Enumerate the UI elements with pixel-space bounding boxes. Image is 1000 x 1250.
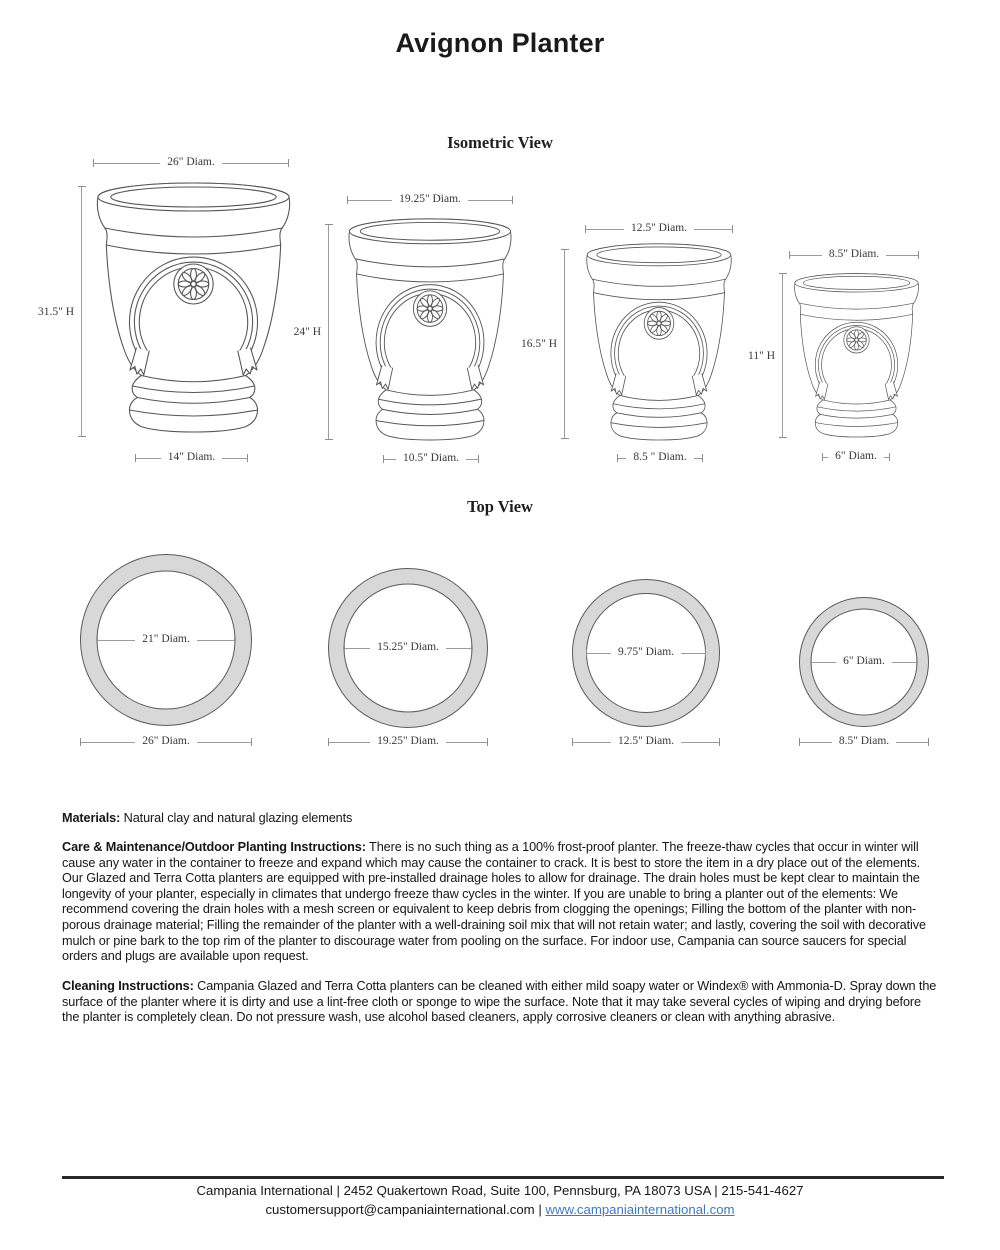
dim-line bbox=[587, 653, 611, 654]
dim-label: 26" Diam. bbox=[142, 735, 190, 748]
planter-3-height-dim bbox=[521, 249, 569, 439]
dim-line bbox=[197, 742, 251, 743]
dim-label: 14" Diam. bbox=[167, 451, 216, 464]
planter-isometric-drawing-4 bbox=[793, 273, 920, 437]
dim-line bbox=[136, 458, 161, 459]
footer bbox=[0, 1182, 1000, 1219]
planter-2-height-dim bbox=[293, 224, 333, 440]
dim-tick bbox=[512, 196, 513, 204]
dim-tick bbox=[78, 436, 86, 437]
footer-email: customersupport@campaniainternational.com bbox=[265, 1201, 535, 1217]
planter-isometric-drawing-2 bbox=[347, 218, 513, 440]
planter-4-height-dim bbox=[748, 273, 787, 438]
materials-text: Natural clay and natural glazing elements bbox=[120, 811, 353, 825]
page-title: Avignon Planter bbox=[395, 28, 605, 58]
dim-label: 8.5 " Diam. bbox=[633, 451, 687, 464]
planter-2-top-diameter-dim bbox=[347, 193, 513, 207]
dim-line bbox=[681, 742, 719, 743]
dim-line bbox=[800, 742, 832, 743]
dim-line bbox=[892, 662, 916, 663]
cleaning-instructions-text: Campania Glazed and Terra Cotta planters can be cleaned with either mild soapy water or Windex® with Ammonia-D. Spray down the surface of the planter where it is dirty and use a lint-free cloth or sponge to wipe the surface. Note that it may take several cycles of wiping and drying before the planter is completely clean. Do not pressure wash, use alcohol based cleaners, apply corrosive cleaners or clean with anything abrasive. bbox=[62, 979, 937, 1025]
footer-website-link[interactable]: www.campaniainternational.com bbox=[545, 1201, 735, 1217]
dim-label: 31.5" H bbox=[38, 305, 74, 318]
ring-3-inner-diameter-dim bbox=[586, 646, 706, 660]
dim-tick bbox=[732, 225, 733, 233]
top-view-heading: Top View bbox=[467, 497, 533, 516]
dim-label: 10.5" Diam. bbox=[402, 452, 460, 465]
dim-line bbox=[681, 653, 705, 654]
dim-line bbox=[81, 742, 135, 743]
dim-line bbox=[446, 742, 487, 743]
dim-line bbox=[345, 648, 370, 649]
dim-label: 12.5" Diam. bbox=[630, 222, 688, 235]
care-maintenance-text: There is no such thing as a 100% frost-proof planter. The freeze-thaw cycles that occur in winter will cause any water in the container to freeze and expand which may cause the container to crack. It is best to store the item in a dry place out of the elements. Our Glazed and Terra Cotta planters are equipped with pre-installed drainage holes to allow for drainage. The drain holes must be kept clear to maintain the longevity of your planter, especially in climates that undergo freeze thaw cycles in the winter. If you are unable to bring a planter out of the elements: We recommend covering the drain holes with a mesh screen or equivalent to keep debris from clogging the openings; Filling the bottom of the planter with non-porous drainage material; Filling the remainder of the planter with a well-draining soil mix that will not retain water; and lastly, covering the soil with decorative mulch or pine bark to the top rim of the planter to discourage water from pooling on the surface. For indoor use, Campania can source saucers for special orders and plugs are available upon request. bbox=[62, 840, 926, 964]
dim-tick bbox=[928, 738, 929, 746]
cleaning-instructions-label: Cleaning Instructions: bbox=[62, 979, 194, 993]
ring-2-inner-diameter-dim bbox=[344, 641, 472, 655]
planter-2-bottom-diameter-dim bbox=[383, 452, 479, 466]
care-maintenance-paragraph bbox=[62, 840, 940, 965]
planter-1-height-dim bbox=[38, 186, 86, 437]
dim-label: 26" Diam. bbox=[167, 156, 215, 169]
ring-2-outer-diameter-dim bbox=[328, 735, 488, 749]
dim-tick bbox=[288, 159, 289, 167]
dim-line bbox=[81, 187, 82, 436]
dim-line bbox=[468, 200, 512, 201]
dim-line bbox=[694, 458, 702, 459]
dim-label: 21" Diam. bbox=[142, 633, 190, 646]
ring-3-outer-diameter-dim bbox=[572, 735, 720, 749]
footer-separator: | bbox=[534, 1201, 546, 1217]
dim-tick bbox=[234, 636, 235, 644]
dim-tick bbox=[478, 455, 479, 463]
dim-tick bbox=[325, 439, 333, 440]
dim-tick bbox=[916, 658, 917, 666]
dim-line bbox=[446, 648, 471, 649]
ring-4-inner-diameter-dim bbox=[811, 655, 917, 669]
planter-4-top-diameter-dim bbox=[789, 248, 919, 262]
dim-tick bbox=[779, 437, 787, 438]
dim-tick bbox=[561, 438, 569, 439]
dim-line bbox=[618, 458, 626, 459]
dim-label: 16.5" H bbox=[521, 338, 557, 350]
dim-tick bbox=[889, 453, 890, 461]
dim-tick bbox=[251, 738, 252, 746]
dim-line bbox=[98, 640, 135, 641]
dim-label: 6" Diam. bbox=[843, 655, 885, 668]
dim-tick bbox=[247, 454, 248, 462]
dim-label: 15.25" Diam. bbox=[377, 641, 439, 654]
dim-tick bbox=[705, 649, 706, 657]
dim-line bbox=[222, 458, 247, 459]
materials-label: Materials: bbox=[62, 811, 121, 825]
dim-tick bbox=[487, 738, 488, 746]
planter-4-bottom-diameter-dim bbox=[822, 450, 890, 464]
dim-line bbox=[329, 742, 370, 743]
dim-tick bbox=[918, 251, 919, 259]
dim-label: 19.25" Diam. bbox=[377, 735, 439, 748]
dim-tick bbox=[719, 738, 720, 746]
dim-label: 19.25" Diam. bbox=[399, 193, 461, 206]
dim-line bbox=[222, 163, 288, 164]
ring-4-outer-diameter-dim bbox=[799, 735, 929, 749]
dim-line bbox=[94, 163, 160, 164]
footer-address-line: Campania International | 2452 Quakertown Road, Suite 100, Pennsburg, PA 18073 USA | 215-541-4627 bbox=[196, 1183, 804, 1198]
dim-line bbox=[573, 742, 611, 743]
dim-line bbox=[694, 229, 732, 230]
dim-line bbox=[197, 640, 234, 641]
dim-line bbox=[384, 459, 396, 460]
dim-label: 11" H bbox=[748, 349, 775, 362]
footer-contact-line bbox=[0, 1201, 1000, 1220]
planter-3-bottom-diameter-dim bbox=[617, 451, 703, 465]
dim-line bbox=[586, 229, 624, 230]
dim-line bbox=[896, 742, 928, 743]
dim-line bbox=[348, 200, 392, 201]
dim-line bbox=[790, 255, 822, 256]
isometric-view-heading: Isometric View bbox=[447, 133, 553, 152]
cleaning-instructions-paragraph bbox=[62, 979, 940, 1026]
ring-1-outer-diameter-dim bbox=[80, 735, 252, 749]
dim-label: 8.5" Diam. bbox=[828, 248, 880, 261]
dim-line bbox=[564, 250, 565, 438]
materials-line bbox=[62, 811, 940, 827]
dim-label: 9.75" Diam. bbox=[617, 646, 675, 659]
footer-divider bbox=[62, 1176, 944, 1179]
dim-tick bbox=[702, 454, 703, 462]
care-maintenance-label: Care & Maintenance/Outdoor Planting Instructions: bbox=[62, 840, 366, 854]
planter-1-bottom-diameter-dim bbox=[135, 451, 248, 465]
dim-tick bbox=[471, 644, 472, 652]
planter-1-top-diameter-dim bbox=[93, 156, 289, 170]
dim-line bbox=[328, 225, 329, 439]
ring-1-inner-diameter-dim bbox=[97, 633, 235, 647]
dim-label: 12.5" Diam. bbox=[617, 735, 675, 748]
dim-label: 6" Diam. bbox=[835, 450, 877, 463]
planter-isometric-drawing-1 bbox=[95, 182, 292, 432]
dim-label: 24" H bbox=[293, 326, 321, 338]
planter-3-top-diameter-dim bbox=[585, 222, 733, 236]
dim-label: 8.5" Diam. bbox=[838, 735, 890, 748]
dim-line bbox=[782, 274, 783, 437]
dim-line bbox=[812, 662, 836, 663]
dim-line bbox=[886, 255, 918, 256]
planter-isometric-drawing-3 bbox=[585, 243, 733, 440]
dim-line bbox=[466, 459, 478, 460]
